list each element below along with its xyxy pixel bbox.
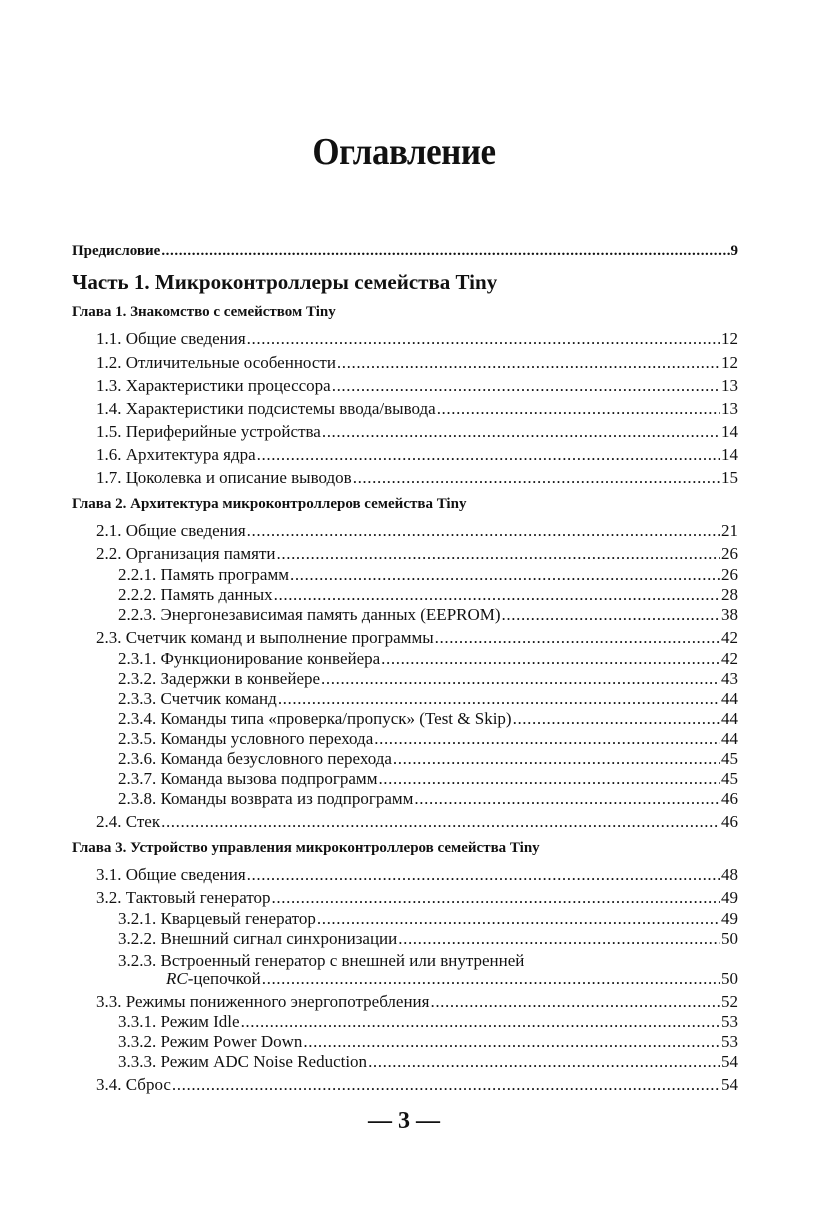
chapter-heading: Глава 3. Устройство управления микроконтроллеров семейства Tiny	[72, 840, 540, 856]
toc-page-number: 50	[721, 929, 738, 948]
toc-entry[interactable]	[96, 889, 738, 906]
toc-label: 2.3.5. Команды условного перехода	[118, 729, 374, 748]
toc-page-number: 13	[721, 399, 738, 418]
leader-dots	[430, 993, 720, 1010]
toc-label	[166, 970, 261, 987]
toc-label: 3.1. Общие сведения	[96, 865, 246, 884]
toc-entry[interactable]	[118, 690, 738, 707]
toc-entry[interactable]	[96, 423, 738, 440]
leader-dots	[374, 730, 720, 747]
toc-label: Предисловие	[72, 243, 161, 259]
toc-label: 2.1. Общие сведения	[96, 521, 246, 540]
toc-entry[interactable]	[118, 710, 738, 727]
toc-page-number: 42	[721, 628, 738, 647]
toc-page-number: 45	[721, 769, 738, 788]
leader-dots	[332, 377, 720, 394]
toc-label: 2.3.2. Задержки в конвейере	[118, 669, 321, 688]
toc-entry[interactable]	[118, 1053, 738, 1070]
toc-page-number: 49	[721, 888, 738, 907]
toc-page-number: 38	[721, 605, 738, 624]
toc-entry[interactable]	[96, 866, 738, 883]
toc-page-number: 48	[721, 865, 738, 884]
leader-dots	[381, 650, 720, 667]
toc-label: 1.4. Характеристики подсистемы ввода/вывода	[96, 399, 436, 418]
leader-dots	[368, 1053, 720, 1070]
toc-label: 3.3. Режимы пониженного энергопотребления	[96, 992, 430, 1011]
toc-label: 3.3.2. Режим Power Down	[118, 1032, 303, 1051]
toc-entry[interactable]	[96, 545, 738, 562]
toc-label: 2.3.8. Команды возврата из подпрограмм	[118, 789, 414, 808]
toc-page-number: 43	[721, 669, 738, 688]
rc-rest: -цепочкой	[187, 969, 261, 988]
toc-entry[interactable]	[118, 730, 738, 747]
page-number: — 3 —	[368, 1108, 440, 1134]
toc-label: 2.2.1. Память программ	[118, 565, 289, 584]
toc-page-number: 13	[721, 376, 738, 395]
toc-page-number: 21	[721, 521, 738, 540]
toc-page-number: 44	[721, 709, 738, 728]
toc-page-number: 28	[721, 585, 738, 604]
toc-entry[interactable]	[96, 330, 738, 347]
leader-dots	[437, 400, 720, 417]
toc-entry[interactable]	[118, 1033, 738, 1050]
leader-dots	[247, 522, 720, 539]
toc-label: 2.3.1. Функционирование конвейера	[118, 649, 381, 668]
toc-page-number: 45	[721, 749, 738, 768]
toc-page-number: 44	[721, 729, 738, 748]
leader-dots	[272, 889, 720, 906]
toc-label: 2.2.2. Память данных	[118, 585, 273, 604]
toc-page-number: 46	[721, 789, 738, 808]
toc-entry[interactable]	[96, 522, 738, 539]
toc-entry[interactable]	[118, 750, 738, 767]
leader-dots	[161, 813, 720, 830]
toc-label: 2.3.7. Команда вызова подпрограмм	[118, 769, 378, 788]
leader-dots	[278, 690, 720, 707]
rc-italic: RC	[166, 969, 188, 988]
toc-entry[interactable]	[118, 770, 738, 787]
toc-entry[interactable]	[118, 586, 738, 603]
toc-page-number: 15	[721, 468, 738, 487]
leader-dots	[353, 469, 720, 486]
toc-page-number: 46	[721, 812, 738, 831]
toc-entry[interactable]	[96, 993, 738, 1010]
toc-entry[interactable]	[96, 377, 738, 394]
toc-entry-first-line[interactable]: 3.2.3. Встроенный генератор с внешней или внутренней	[118, 951, 525, 970]
toc-label: 2.2. Организация памяти	[96, 544, 276, 563]
toc-entry[interactable]	[96, 629, 738, 646]
toc-label: 2.3.3. Счетчик команд	[118, 689, 277, 708]
toc-entry[interactable]	[118, 790, 738, 807]
chapter-heading: Глава 2. Архитектура микроконтроллеров семейства Tiny	[72, 496, 467, 512]
toc-entry[interactable]	[118, 606, 738, 623]
leader-dots	[257, 446, 720, 463]
toc-page-number: 54	[721, 1052, 738, 1071]
leader-dots	[393, 750, 720, 767]
leader-dots	[502, 606, 720, 623]
toc-page-number: 49	[721, 909, 738, 928]
leader-dots	[414, 790, 720, 807]
toc-page-number: 26	[721, 544, 738, 563]
toc-entry[interactable]	[118, 930, 738, 947]
part-heading: Часть 1. Микроконтроллеры семейства Tiny	[72, 270, 498, 294]
toc-entry[interactable]	[96, 400, 738, 417]
toc-label: 2.4. Стек	[96, 812, 161, 831]
toc-preface[interactable]	[72, 244, 738, 259]
toc-entry-second-line[interactable]	[166, 970, 738, 987]
leader-dots	[435, 629, 720, 646]
toc-entry[interactable]	[96, 446, 738, 463]
page-title: Оглавление	[312, 131, 496, 173]
toc-entry[interactable]	[118, 1013, 738, 1030]
chapter-heading: Глава 1. Знакомство с семейством Tiny	[72, 304, 336, 320]
leader-dots	[161, 244, 729, 259]
toc-page-number: 54	[721, 1075, 738, 1094]
toc-page-number: 14	[721, 422, 738, 441]
leader-dots	[290, 566, 720, 583]
leader-dots	[262, 970, 720, 987]
toc-label: 1.7. Цоколевка и описание выводов	[96, 468, 352, 487]
toc-label: 1.5. Периферийные устройства	[96, 422, 321, 441]
leader-dots	[277, 545, 720, 562]
toc-page-number: 12	[721, 353, 738, 372]
toc-label: 2.3.4. Команды типа «проверка/пропуск» (Test & Skip)	[118, 709, 512, 728]
leader-dots	[172, 1076, 720, 1093]
toc-label: 2.2.3. Энергонезависимая память данных (EEPROM)	[118, 605, 501, 624]
toc-entry[interactable]	[96, 354, 738, 371]
toc-label: 1.2. Отличительные особенности	[96, 353, 336, 372]
toc-page-number: 12	[721, 329, 738, 348]
toc-page-number: 44	[721, 689, 738, 708]
toc-label: 3.3.1. Режим Idle	[118, 1012, 240, 1031]
toc-label: 3.2. Тактовый генератор	[96, 888, 271, 907]
leader-dots	[321, 670, 720, 687]
toc-entry[interactable]	[118, 910, 738, 927]
toc-entry[interactable]	[118, 566, 738, 583]
toc-entry[interactable]	[96, 1076, 738, 1093]
toc-entry[interactable]	[118, 650, 738, 667]
leader-dots	[513, 710, 720, 727]
toc-entry[interactable]	[96, 469, 738, 486]
leader-dots	[241, 1013, 720, 1030]
toc-label: 1.1. Общие сведения	[96, 329, 246, 348]
toc-entry[interactable]	[96, 813, 738, 830]
toc-page-number: 53	[721, 1032, 738, 1051]
leader-dots	[398, 930, 720, 947]
toc-page-number: 14	[721, 445, 738, 464]
leader-dots	[322, 423, 720, 440]
toc-page-number: 50	[721, 969, 738, 988]
toc-label: 3.3.3. Режим ADC Noise Reduction	[118, 1052, 368, 1071]
toc-page-number: 9	[730, 243, 738, 259]
toc-page-number: 26	[721, 565, 738, 584]
toc-label: 3.4. Сброс	[96, 1075, 171, 1094]
toc-page-number: 53	[721, 1012, 738, 1031]
toc-page-number: 42	[721, 649, 738, 668]
toc-label: 3.2.1. Кварцевый генератор	[118, 909, 316, 928]
leader-dots	[274, 586, 720, 603]
toc-page-number: 52	[721, 992, 738, 1011]
leader-dots	[317, 910, 720, 927]
leader-dots	[378, 770, 720, 787]
leader-dots	[247, 866, 720, 883]
leader-dots	[337, 354, 720, 371]
toc-label: 2.3. Счетчик команд и выполнение программы	[96, 628, 434, 647]
leader-dots	[247, 330, 720, 347]
toc-label: 1.6. Архитектура ядра	[96, 445, 256, 464]
toc-label: 2.3.6. Команда безусловного перехода	[118, 749, 392, 768]
toc-entry[interactable]	[118, 670, 738, 687]
toc-label: 1.3. Характеристики процессора	[96, 376, 331, 395]
toc-label: 3.2.2. Внешний сигнал синхронизации	[118, 929, 398, 948]
leader-dots	[303, 1033, 720, 1050]
